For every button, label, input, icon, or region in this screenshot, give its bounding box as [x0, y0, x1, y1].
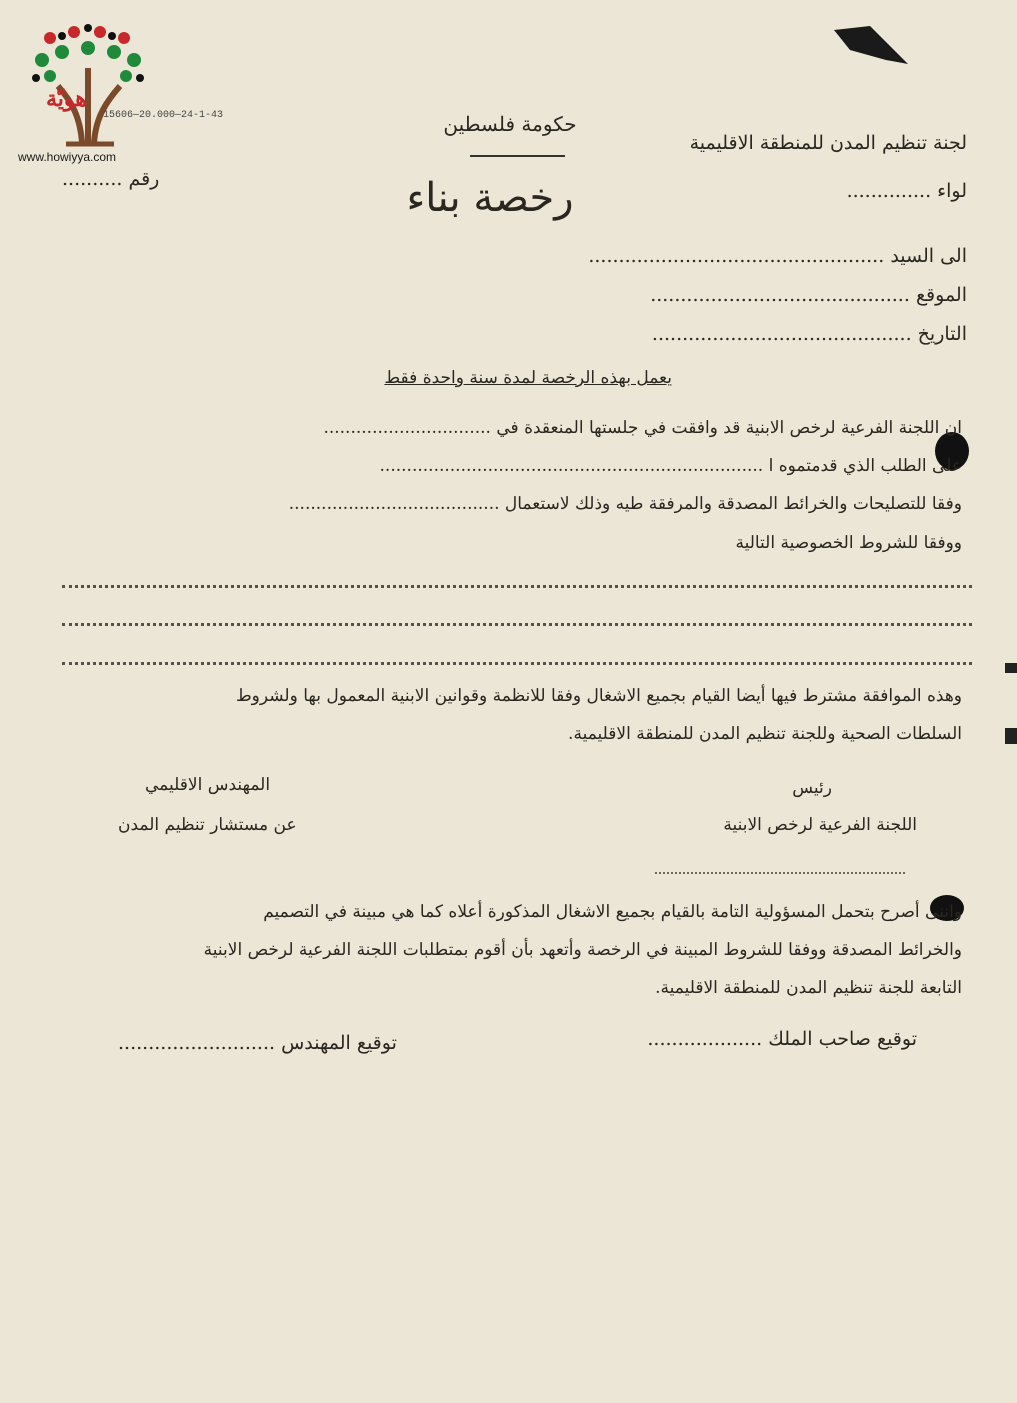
committee-name: لجنة تنظيم المدن للمنطقة الاقليمية — [689, 132, 967, 154]
regional-engineer-title: المهندس الاقليمي — [145, 775, 271, 795]
location-field — [650, 284, 967, 306]
owner-signature-dots: ................... — [647, 1028, 763, 1050]
declaration-line-3: التابعة للجنة تنظيم المدن للمنطقة الاقليمية. — [655, 978, 962, 998]
usage-dots: ....................................... — [288, 494, 500, 514]
conditions-blank-line — [62, 662, 972, 665]
number-dots: .......... — [62, 168, 123, 190]
request-text: على الطلب الذي قدمتموه ا — [768, 456, 962, 476]
title-divider — [470, 155, 565, 157]
conditions-line-1: وهذه الموافقة مشترط فيها أيضا القيام بجميع الاشغال وفقا للانظمة وقوانين الابنية المعمول بها ولشروط — [235, 686, 962, 706]
addressee-label: الى السيد — [890, 245, 967, 267]
subcommittee-title: اللجنة الفرعية لرخص الابنية — [723, 815, 917, 835]
declaration-line-1: واننى أصرح بتحمل المسؤولية التامة بالقيام بجميع الاشغال المذكورة أعلاه كما هي مبينة في التصميم — [263, 902, 962, 922]
location-dots: ........................................... — [650, 284, 910, 306]
torn-corner-mark-icon — [830, 20, 910, 80]
date-field — [652, 323, 967, 345]
owner-signature-label: توقيع صاحب الملك — [768, 1028, 917, 1050]
chairman-title: رئيس — [792, 778, 832, 798]
owner-signature-field — [647, 1028, 917, 1050]
print-code: 15606—20.000—24-1-43 — [103, 110, 224, 121]
district-label: لواء — [937, 180, 967, 202]
engineer-signature-dots: .......................... — [118, 1032, 276, 1054]
location-label: الموقع — [915, 284, 967, 306]
request-dots: ....................................................................... — [379, 456, 764, 476]
engineer-signature-field — [118, 1032, 397, 1054]
special-conditions-heading: ووفقا للشروط الخصوصية التالية — [735, 533, 962, 553]
number-field — [62, 168, 159, 190]
conditions-blank-line — [62, 585, 972, 588]
addressee-field — [588, 245, 967, 267]
logo-wordmark: هويّة — [46, 86, 87, 112]
approval-text: ان اللجنة الفرعية لرخص الابنية قد وافقت في جلستها المنعقدة في — [496, 418, 962, 438]
usage-text: وفقا للتصليحات والخرائط المصدقة والمرفقة طيه وذلك لاستعمال — [504, 494, 962, 514]
conditions-line-2: السلطات الصحية وللجنة تنظيم المدن للمنطقة الاقليمية. — [568, 724, 962, 744]
validity-notice: يعمل بهذه الرخصة لمدة سنة واحدة فقط — [384, 368, 672, 388]
addressee-dots: ................................................. — [588, 245, 885, 267]
district-field — [847, 180, 967, 202]
body-line-1 — [323, 418, 962, 438]
government-name: حكومة فلسطين — [443, 112, 577, 136]
conditions-blank-line — [62, 623, 972, 626]
watermark-url[interactable]: www.howiyya.com — [18, 150, 117, 164]
date-label: التاريخ — [917, 323, 967, 345]
body-line-2 — [380, 456, 962, 476]
date-dots: ........................................... — [651, 323, 912, 345]
declaration-line-2: والخرائط المصدقة ووفقا للشروط المبينة في الرخصة وأتعهد بأن أقوم بمتطلبات اللجنة الفرعية لرخص الابنية — [203, 940, 962, 960]
edge-mark — [1005, 663, 1017, 673]
number-label: رقم — [128, 168, 160, 190]
engineer-signature-label: توقيع المهندس — [281, 1032, 397, 1054]
chairman-signature-line — [655, 872, 905, 874]
town-planning-advisor-title: عن مستشار تنظيم المدن — [118, 815, 297, 835]
document-title: رخصة بناء — [406, 175, 574, 221]
edge-mark — [1005, 728, 1017, 744]
session-date-dots: ............................... — [323, 418, 491, 438]
district-dots: .............. — [846, 180, 932, 202]
body-line-3 — [289, 494, 962, 514]
